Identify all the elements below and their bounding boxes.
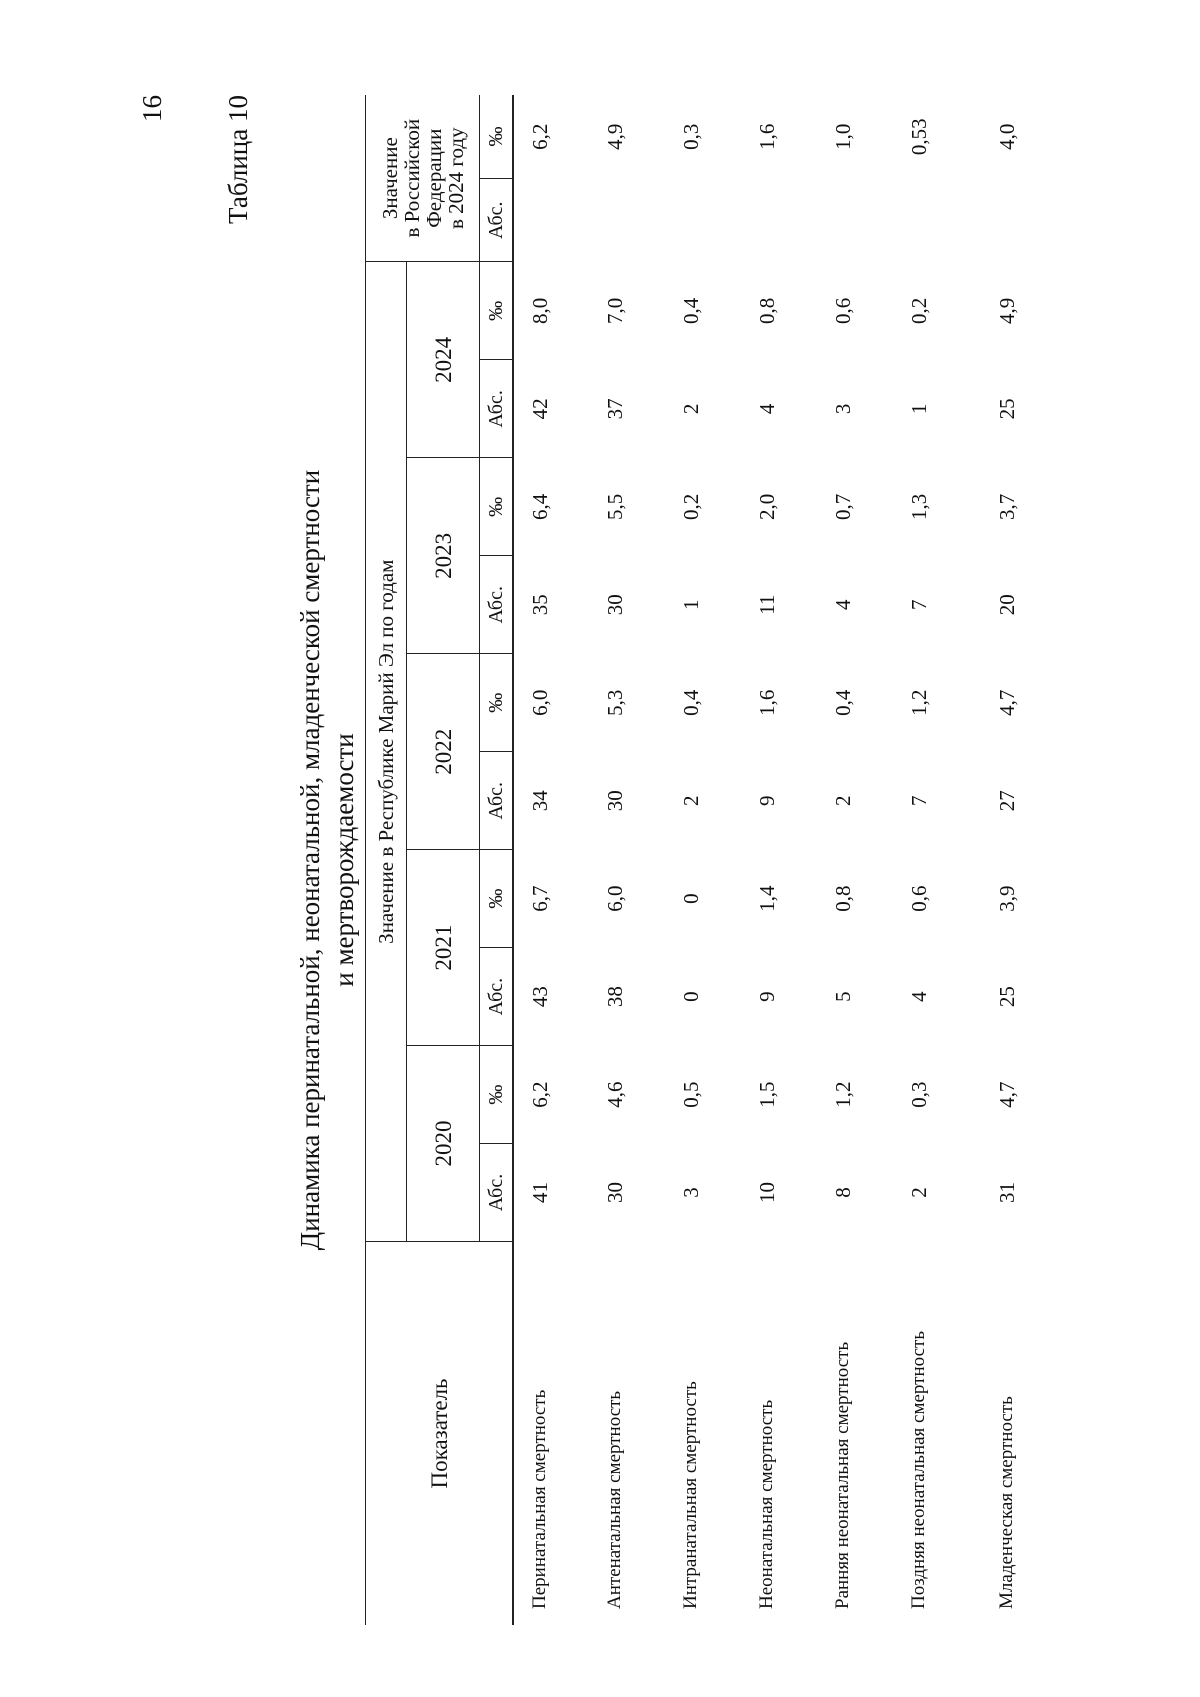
cell-rf-abs xyxy=(741,179,817,262)
cell-rf-abs xyxy=(665,179,741,262)
cell-abs: 35 xyxy=(528,594,552,616)
header-rf-2024 xyxy=(366,95,480,262)
header-abs: Абс. xyxy=(480,556,514,654)
table-title-line-1: Динамика перинатальной, неонатальной, младенческой смертности xyxy=(295,469,325,1251)
header-abs: Абс. xyxy=(480,360,514,458)
cell-rf-permille: 4,0 xyxy=(995,123,1019,150)
cell-abs: 25 xyxy=(995,986,1019,1008)
header-rf-line-4: в 2024 году xyxy=(443,127,468,229)
table-label: Таблица 10 xyxy=(223,95,253,224)
cell-permille: 0,7 xyxy=(831,493,855,520)
cell-rf-abs xyxy=(513,179,589,262)
table-row xyxy=(741,95,817,1625)
header-year-2024: 2024 xyxy=(407,262,480,458)
cell-abs: 1 xyxy=(679,599,703,611)
cell-rf-permille: 4,9 xyxy=(603,123,627,150)
table-row xyxy=(589,95,665,1625)
cell-abs: 7 xyxy=(907,599,931,611)
cell-abs: 1 xyxy=(907,403,931,415)
cell-permille: 6,0 xyxy=(528,689,552,716)
table-row xyxy=(893,95,981,1625)
cell-permille: 5,3 xyxy=(603,689,627,716)
cell-abs: 7 xyxy=(907,795,931,806)
cell-abs: 11 xyxy=(755,594,779,615)
cell-permille: 0,8 xyxy=(831,885,855,912)
row-label: Интранатальная смертность xyxy=(680,1381,701,1609)
table-row xyxy=(817,95,893,1625)
cell-abs: 4 xyxy=(755,403,779,415)
cell-rf-abs xyxy=(589,179,665,262)
cell-abs: 38 xyxy=(603,986,627,1008)
mortality-table xyxy=(365,95,1057,1625)
cell-abs: 30 xyxy=(603,790,627,812)
cell-abs: 4 xyxy=(831,599,855,611)
cell-permille: 0 xyxy=(679,893,703,904)
header-rf-line-1: Значение xyxy=(377,137,402,220)
cell-abs: 2 xyxy=(907,1187,931,1198)
table-row xyxy=(665,95,741,1625)
cell-permille: 1,6 xyxy=(755,689,779,716)
cell-abs: 4 xyxy=(907,991,931,1002)
header-indicator: Показатель xyxy=(366,1241,514,1625)
cell-permille: 4,7 xyxy=(995,689,1019,716)
table-title-line-2: и мертворождаемости xyxy=(329,733,359,987)
header-year-2021: 2021 xyxy=(407,850,480,1046)
cell-rf-permille: 0,3 xyxy=(679,123,703,150)
row-label: Неонатальная смертность xyxy=(756,1399,777,1609)
cell-permille: 4,7 xyxy=(995,1081,1019,1108)
header-year-2020: 2020 xyxy=(407,1046,480,1242)
cell-abs: 27 xyxy=(995,790,1019,812)
header-permille: ‰ xyxy=(480,654,514,752)
cell-permille: 6,4 xyxy=(528,493,552,520)
cell-abs: 20 xyxy=(995,594,1019,616)
cell-abs: 31 xyxy=(995,1182,1019,1204)
cell-rf-permille: 0,53 xyxy=(907,118,931,156)
cell-rf-abs xyxy=(981,179,1057,262)
row-label: Перинатальная смертность xyxy=(529,1389,550,1609)
cell-permille: 8,0 xyxy=(528,297,552,325)
cell-permille: 0,2 xyxy=(679,493,703,520)
header-rf-line-3: Федерации xyxy=(421,128,446,228)
cell-abs: 0 xyxy=(679,991,703,1002)
cell-abs: 30 xyxy=(603,1182,627,1204)
cell-permille: 0,4 xyxy=(831,689,855,716)
header-region-group: Значение в Республике Марий Эл по годам xyxy=(366,262,407,1242)
cell-abs: 10 xyxy=(755,1182,779,1204)
cell-permille: 0,3 xyxy=(907,1081,931,1108)
cell-permille: 3,9 xyxy=(995,885,1019,912)
cell-abs: 34 xyxy=(528,790,552,812)
table-title xyxy=(293,95,361,1625)
cell-rf-permille: 1,6 xyxy=(755,123,779,150)
cell-abs: 37 xyxy=(603,398,627,420)
cell-abs: 8 xyxy=(831,1187,855,1198)
cell-abs: 41 xyxy=(528,1182,552,1204)
header-permille: ‰ xyxy=(480,458,514,556)
cell-abs: 43 xyxy=(528,986,552,1008)
cell-permille: 4,9 xyxy=(995,297,1019,325)
cell-abs: 9 xyxy=(755,795,779,806)
header-year-2022: 2022 xyxy=(407,654,480,850)
header-abs: Абс. xyxy=(480,752,514,850)
cell-rf-permille: 6,2 xyxy=(528,123,552,150)
row-label: Антенатальная смертность xyxy=(604,1390,625,1609)
header-abs: Абс. xyxy=(480,179,514,262)
cell-permille: 5,5 xyxy=(603,493,627,520)
cell-permille: 1,2 xyxy=(831,1081,855,1108)
cell-permille: 0,4 xyxy=(679,297,703,325)
rotated-page-content xyxy=(125,95,1075,1625)
cell-abs: 25 xyxy=(995,398,1019,420)
cell-permille: 1,4 xyxy=(755,885,779,912)
page-number: 16 xyxy=(137,95,167,122)
row-label: Ранняя неонатальная смертность xyxy=(832,1341,853,1609)
row-label: Поздняя неонатальная смертность xyxy=(908,1330,929,1609)
cell-permille: 0,8 xyxy=(755,297,779,325)
cell-abs: 30 xyxy=(603,594,627,616)
header-permille: ‰ xyxy=(480,95,514,179)
header-abs: Абс. xyxy=(480,1144,514,1242)
cell-permille: 0,2 xyxy=(907,297,931,325)
header-abs: Абс. xyxy=(480,948,514,1046)
cell-permille: 1,5 xyxy=(755,1081,779,1108)
cell-permille: 0,6 xyxy=(907,885,931,912)
cell-rf-abs xyxy=(817,179,893,262)
header-permille: ‰ xyxy=(480,1046,514,1144)
cell-rf-abs xyxy=(893,179,981,262)
header-permille: ‰ xyxy=(480,850,514,948)
cell-permille: 0,6 xyxy=(831,297,855,325)
cell-permille: 6,7 xyxy=(528,885,552,912)
table-row xyxy=(513,95,589,1625)
cell-abs: 42 xyxy=(528,398,552,420)
cell-rf-permille: 1,0 xyxy=(831,123,855,150)
cell-abs: 2 xyxy=(679,795,703,806)
cell-abs: 3 xyxy=(831,403,855,415)
cell-abs: 5 xyxy=(831,991,855,1002)
header-year-2023: 2023 xyxy=(407,458,480,654)
header-rf-line-2: в Российской xyxy=(399,118,424,238)
cell-permille: 0,5 xyxy=(679,1081,703,1108)
cell-abs: 3 xyxy=(679,1187,703,1198)
cell-abs: 2 xyxy=(679,403,703,415)
header-permille: ‰ xyxy=(480,262,514,360)
cell-permille: 1,3 xyxy=(907,493,931,520)
cell-permille: 1,2 xyxy=(907,689,931,716)
row-label: Младенческая смертность xyxy=(996,1396,1017,1609)
cell-abs: 9 xyxy=(755,991,779,1002)
cell-permille: 0,4 xyxy=(679,689,703,716)
cell-abs: 2 xyxy=(831,795,855,806)
cell-permille: 2,0 xyxy=(755,493,779,520)
cell-permille: 3,7 xyxy=(995,493,1019,520)
cell-permille: 7,0 xyxy=(603,297,627,325)
cell-permille: 4,6 xyxy=(603,1081,627,1108)
table-row xyxy=(981,95,1057,1625)
cell-permille: 6,0 xyxy=(603,885,627,912)
cell-permille: 6,2 xyxy=(528,1081,552,1108)
